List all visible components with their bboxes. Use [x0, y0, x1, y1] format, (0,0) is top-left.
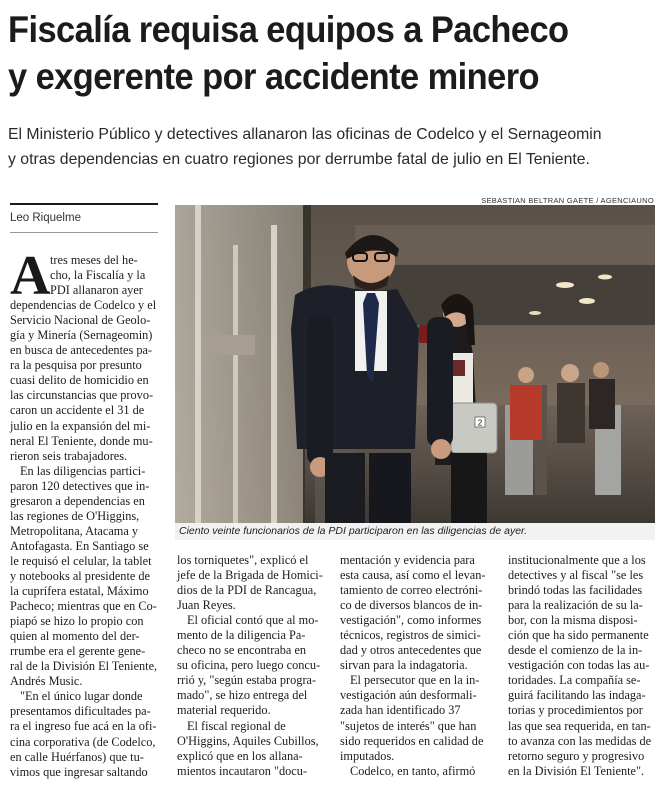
byline-rule-top	[10, 203, 158, 205]
body-line: mentación y evidencia para	[340, 553, 475, 567]
body-line: institucionalmente que a los	[508, 553, 646, 567]
photo-illustration	[175, 205, 655, 523]
body-line: Metropolitana, Atacama y	[10, 523, 139, 538]
body-line: dependencias de Codelco y el	[10, 298, 157, 313]
body-line: las circunstancias que provo-	[10, 388, 154, 403]
photo-box-label: 2	[477, 418, 483, 428]
body-line: mento de la diligencia Pa-	[177, 628, 306, 643]
byline-rule-bottom	[10, 232, 158, 233]
body-line: vestigación", como informes	[340, 613, 482, 628]
body-column-1	[10, 245, 158, 780]
body-line: presentamos dificultades pa-	[10, 704, 151, 719]
body-line: y notebooks al presidente de	[10, 568, 151, 583]
body-line: zada han identificado 37	[340, 703, 461, 718]
body-line: co de diversos blancos de in-	[340, 598, 483, 613]
body-line: Servicio Nacional de Geolo-	[10, 313, 151, 328]
deck	[8, 122, 663, 172]
body-line: jefe de la Brigada de Homici-	[177, 568, 323, 583]
photo-caption: Ciento veinte funcionarios de la PDI participaron en las diligencias de ayer.	[175, 523, 655, 540]
body-line: Antofagasta. En Santiago se	[10, 538, 149, 553]
body-line: En las diligencias partici-	[20, 463, 146, 478]
body-line: cuasi delito de homicidio en	[10, 373, 149, 388]
body-line: vestigación aún desformali-	[340, 688, 477, 703]
body-line: dios de la PDI de Rancagua,	[177, 583, 317, 598]
body-line: tres meses del he-	[50, 253, 138, 267]
body-line: material requerido.	[177, 703, 271, 718]
body-line: Andrés Music.	[10, 674, 83, 689]
body-line: imputados.	[340, 748, 395, 763]
body-line: checo no se encontraba en	[177, 643, 307, 658]
body-column-2	[177, 553, 325, 779]
headline	[8, 6, 613, 100]
body-line: sido requeridos en calidad de	[340, 733, 484, 748]
drop-cap: A	[10, 245, 51, 307]
body-line: en calle Huérfanos) que tu-	[10, 749, 144, 764]
body-line: técnicos, registros de simici-	[340, 628, 481, 643]
body-line: retorno seguro y progresivo	[508, 748, 645, 763]
deck-line-1: El Ministerio Público y detectives allanaron las oficinas de Codelco y el Sernageomin	[8, 126, 602, 143]
body-line: rieron seis trabajadores.	[10, 448, 128, 463]
body-line: dad y otros antecedentes que	[340, 643, 482, 658]
body-line: ra la pesquisa por presunto	[10, 358, 142, 373]
body-line: El oficial contó que al mo-	[187, 613, 319, 628]
body-line: vimos que ingresar saltando	[10, 764, 148, 779]
byline: Leo Riquelme	[10, 212, 81, 224]
body-line: le requisó el celular, la tablet	[10, 553, 152, 568]
body-line: "sujetos de interés" que han	[340, 718, 477, 733]
body-line: detectives y al fiscal "se les	[508, 568, 644, 583]
body-line: torias y procedimientos por	[508, 703, 643, 718]
body-line: guirá facilitando las indaga-	[508, 688, 646, 703]
photo-credit: SEBASTIAN BELTRAN GAETE / AGENCIAUNO	[481, 196, 654, 205]
body-line: sirvan para la indagatoria.	[340, 658, 468, 673]
body-line: toridades. La compañía se-	[508, 673, 641, 688]
body-line: bor, con la misma disposi-	[508, 613, 638, 628]
body-line: O'Higgins, Aquiles Cubillos,	[177, 733, 319, 748]
body-column-4	[508, 553, 656, 779]
body-line: la cuprífera estatal, Máximo	[10, 584, 149, 599]
deck-line-2: y otras dependencias en cuatro regiones por derrumbe fatal de julio en El Teniente.	[8, 151, 590, 168]
news-photo	[175, 205, 655, 523]
body-line: to avanza con las medidas de	[508, 733, 652, 748]
body-line: Codelco, en tanto, afirmó	[350, 763, 476, 778]
body-line: ral de la División El Teniente,	[10, 659, 158, 674]
body-line: caron un accidente el 31 de	[10, 403, 145, 418]
body-line: Juan Reyes.	[177, 598, 236, 613]
body-line: piapó se hizo lo propio con	[10, 614, 144, 629]
body-line: ra el ingreso fue acá en la ofi-	[10, 719, 157, 734]
body-line: tamiento de correo electróni-	[340, 583, 483, 598]
body-line: rrumbe era el gerente gene-	[10, 644, 146, 659]
body-line: PDI allanaron ayer	[50, 283, 143, 298]
body-line: en la División El Teniente".	[508, 763, 645, 778]
body-line: vestigación con todas las au-	[508, 658, 650, 673]
body-line: para la realización de su la-	[508, 598, 643, 613]
body-column-3	[340, 553, 493, 779]
body-line: El persecutor que en la in-	[350, 673, 480, 688]
headline-line-2: y exgerente por accidente minero	[8, 56, 540, 97]
body-line: gía y Minería (Sernageomin)	[10, 328, 153, 343]
body-line: neral El Teniente, donde mu-	[10, 433, 153, 448]
body-line: ción que ha sido permanente	[508, 628, 649, 643]
body-line: en busca de antecedentes pa-	[10, 343, 153, 358]
body-line: esta causa, así como el levan-	[340, 568, 486, 583]
headline-line-1: Fiscalía requisa equipos a Pacheco	[8, 9, 569, 50]
body-line: desde el comienzo de la in-	[508, 643, 643, 658]
body-line: explicó que en los allana-	[177, 748, 303, 763]
body-line: brindó todas las facilidades	[508, 583, 643, 598]
body-line: mientos incautaron "docu-	[177, 763, 307, 778]
body-line: julio en la expansión del mi-	[10, 418, 151, 433]
body-line: los torniquetes", explicó el	[177, 553, 309, 567]
body-line: quien al momento del der-	[10, 629, 140, 644]
body-line: "En el único lugar donde	[20, 689, 143, 704]
body-line: rrió y, "según estaba progra-	[177, 673, 317, 688]
body-line: gresaron a dependencias en	[10, 493, 145, 508]
body-line: paron 120 detectives que in-	[10, 478, 150, 493]
body-line: las que sea requerida, en tan-	[508, 718, 651, 733]
body-line: Pacheco; mientras que en Co-	[10, 599, 157, 614]
body-line: las regiones de O'Higgins,	[10, 508, 140, 523]
body-line: cina corporativa (de Codelco,	[10, 734, 156, 749]
body-line: mado", se hizo entrega del	[177, 688, 308, 703]
body-line: su oficina, pero luego concu-	[177, 658, 321, 673]
body-line: El fiscal regional de	[187, 718, 286, 733]
body-line: cho, la Fiscalía y la	[50, 268, 146, 283]
